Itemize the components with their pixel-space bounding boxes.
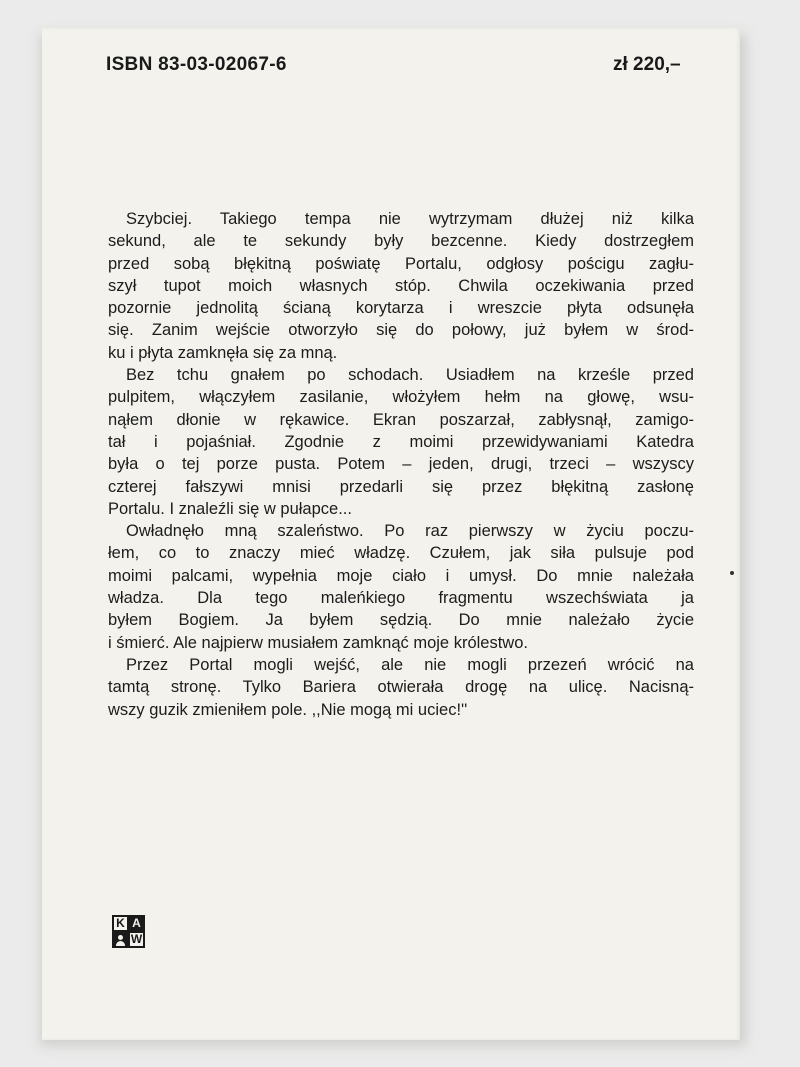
blurb-line: Portalu. I znaleźli się w pułapce... xyxy=(108,499,352,518)
blurb-line: byłem Bogiem. Ja byłem sędzią. Do mnie należało życie xyxy=(108,611,694,630)
blurb-line: moimi palcami, wypełnia moje ciało i umysł. Do mnie należała xyxy=(108,566,694,585)
blurb-line: łem, co to znaczy mieć władzę. Czułem, jak siła pulsuje pod xyxy=(108,544,694,563)
blurb-line: była o tej porze pusta. Potem – jeden, drugi, trzeci – wszyscy xyxy=(108,455,694,474)
ink-speck xyxy=(730,571,734,575)
blurb-line: pozornie jednolitą ścianą korytarza i wreszcie płyta odsunęła xyxy=(108,299,694,318)
blurb-line: i śmierć. Ale najpierw musiałem zamknąć moje królestwo. xyxy=(108,633,528,652)
blurb-line: władza. Dla tego maleńkiego fragmentu wszechświata ja xyxy=(108,589,694,608)
blurb-line: ku i płyta zamknęła się za mną. xyxy=(108,343,338,362)
logo-letter-k: K xyxy=(112,915,129,932)
blurb-line: nąłem dłonie w rękawice. Ekran poszarzał, zabłysnął, zamigo- xyxy=(108,410,694,429)
blurb-line: Przez Portal mogli wejść, ale nie mogli przezeń wrócić na xyxy=(126,655,694,674)
price-label: zł 220,– xyxy=(613,54,681,75)
blurb-line: Bez tchu gnałem po schodach. Usiadłem na krześle przed xyxy=(126,366,694,385)
logo-letter-a: A xyxy=(128,915,145,932)
blurb-line: tał i pojaśniał. Zgodnie z moimi przewidywaniami Katedra xyxy=(108,432,694,451)
kaw-publisher-logo xyxy=(112,915,158,963)
blurb-line: wszy guzik zmieniłem pole. ,,Nie mogą mi uciec!'' xyxy=(108,700,468,719)
blurb-line: Owładnęło mną szaleństwo. Po raz pierwszy w życiu poczu- xyxy=(126,522,694,541)
blurb-line: czterej fałszywi mnisi przedarli się przez błękitną zasłonę xyxy=(108,477,694,496)
blurb-line: przed sobą błękitną poświatę Portalu, odgłosy pościgu zagłu- xyxy=(108,254,694,273)
isbn-number: ISBN 83-03-02067-6 xyxy=(106,54,287,75)
book-blurb xyxy=(108,208,694,721)
blurb-line: szył tupot moich własnych stóp. Chwila oczekiwania przed xyxy=(108,276,694,295)
logo-letter-w: W xyxy=(128,931,145,948)
blurb-line: się. Zanim wejście otworzyło się do połowy, już byłem w środ- xyxy=(108,321,694,340)
blurb-line: pulpitem, włączyłem zasilanie, włożyłem hełm na głowę, wsu- xyxy=(108,388,694,407)
blurb-line: Szybciej. Takiego tempa nie wytrzymam dłużej niż kilka xyxy=(126,210,694,228)
blurb-line: sekund, ale te sekundy były bezcenne. Kiedy dostrzegłem xyxy=(108,232,694,251)
blurb-line: tamtą stronę. Tylko Bariera otwierała drogę na ulicę. Nacisną- xyxy=(108,678,694,697)
person-icon xyxy=(112,931,129,948)
